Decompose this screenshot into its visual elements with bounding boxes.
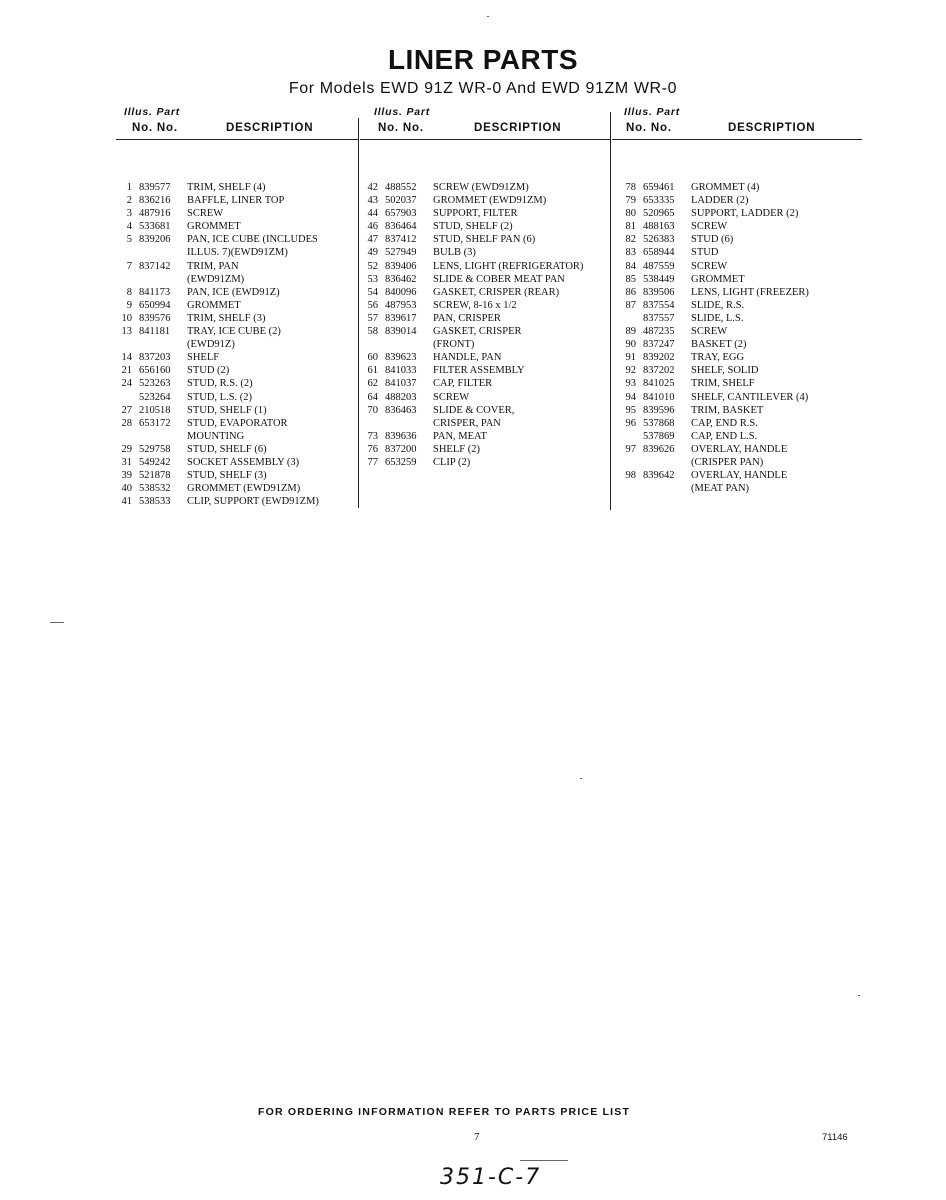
part-number: 538533 — [139, 496, 171, 508]
handwritten-note: 351-C-7 — [440, 1165, 542, 1190]
part-description: SCREW, 8-16 x 1/2 — [433, 299, 517, 311]
illus-number: 8 — [126, 286, 132, 298]
part-number: 839626 — [643, 443, 675, 455]
part-description: TRIM, PAN — [187, 260, 239, 272]
part-description: SOCKET ASSEMBLY (3) — [187, 456, 300, 468]
illus-number: 54 — [367, 286, 378, 298]
part-number: 653172 — [139, 417, 171, 429]
part-description: GROMMET — [187, 221, 241, 233]
part-row — [620, 443, 860, 456]
part-description: SCREW — [691, 326, 728, 338]
part-description: GASKET, CRISPER — [433, 326, 522, 338]
part-number: 836464 — [385, 221, 417, 233]
part-number: 836463 — [385, 404, 417, 416]
part-description: SLIDE, R.S. — [691, 299, 745, 311]
scan-speck — [520, 1160, 568, 1161]
illus-number: 85 — [625, 273, 636, 285]
illus-number: 95 — [625, 404, 636, 416]
part-row — [362, 377, 608, 390]
part-description: (CRISPER PAN) — [691, 456, 764, 468]
part-row — [362, 181, 608, 194]
part-row — [116, 377, 354, 390]
illus-number: 60 — [367, 352, 378, 364]
part-description: SCREW (EWD91ZM) — [433, 182, 529, 193]
part-description: STUD — [691, 247, 719, 259]
illus-number: 78 — [625, 182, 636, 193]
part-description: PAN, CRISPER — [433, 312, 501, 324]
part-description: SHELF (2) — [433, 443, 480, 455]
part-number: 488163 — [643, 221, 675, 233]
part-description: STUD, L.S. (2) — [187, 391, 253, 403]
illus-number: 31 — [121, 456, 132, 468]
illus-number: 56 — [367, 299, 378, 311]
illus-number: 47 — [367, 234, 378, 246]
part-description: TRAY, ICE CUBE (2) — [187, 326, 281, 338]
part-row — [362, 207, 608, 220]
part-number: 523264 — [139, 391, 171, 403]
model-subtitle: For Models EWD 91Z WR-0 And EWD 91ZM WR-0 — [288, 80, 678, 97]
part-number: 841010 — [643, 391, 675, 403]
part-row — [116, 351, 354, 364]
part-row — [620, 482, 860, 495]
illus-number: 83 — [625, 247, 636, 259]
part-number: 841037 — [385, 378, 417, 390]
illus-number: 24 — [121, 378, 132, 390]
part-description: SUPPORT, LADDER (2) — [691, 208, 799, 220]
illus-number: 46 — [367, 221, 378, 233]
part-description: LENS, LIGHT (REFRIGERATOR) — [433, 260, 584, 272]
part-description: PAN, ICE CUBE (INCLUDES — [187, 234, 318, 246]
col3-header-no-no: No. No. — [626, 122, 672, 134]
part-row — [362, 338, 608, 351]
part-row — [620, 430, 860, 443]
col2-header-illus-part: Illus. Part — [374, 106, 431, 118]
part-row — [116, 246, 354, 259]
illus-number: 89 — [625, 326, 636, 338]
part-description: SUPPORT, FILTER — [433, 208, 518, 220]
part-row — [620, 364, 860, 377]
part-number: 538449 — [643, 273, 675, 285]
part-row — [620, 404, 860, 417]
part-number: 527949 — [385, 247, 417, 259]
part-description: MOUNTING — [187, 430, 245, 442]
part-number: 502037 — [385, 195, 417, 207]
part-number: 837142 — [139, 260, 171, 272]
part-number: 837554 — [643, 299, 675, 311]
part-description: SCREW — [187, 208, 224, 220]
part-row — [620, 260, 860, 273]
part-row — [362, 443, 608, 456]
part-row — [116, 456, 354, 469]
part-number: 841173 — [139, 286, 171, 298]
illus-number: 10 — [121, 312, 132, 324]
column-divider-2 — [610, 112, 611, 510]
part-number: 839506 — [643, 286, 675, 298]
header-rule-3 — [612, 139, 862, 140]
illus-number: 81 — [625, 221, 636, 233]
scan-speck — [487, 16, 489, 17]
part-description: SHELF, CANTILEVER (4) — [691, 391, 809, 403]
part-description: GROMMET (4) — [691, 182, 760, 193]
illus-number: 91 — [625, 352, 636, 364]
part-description: SHELF, SOLID — [691, 365, 759, 377]
part-number: 839406 — [385, 260, 417, 272]
page-number: 7 — [474, 1131, 480, 1143]
part-row — [620, 312, 860, 325]
part-number: 837202 — [643, 365, 675, 377]
part-row — [116, 299, 354, 312]
parts-column-1 — [116, 181, 354, 508]
scan-speck — [580, 778, 582, 779]
part-description: STUD, SHELF PAN (6) — [433, 234, 536, 246]
part-row — [620, 286, 860, 299]
part-number: 841181 — [139, 326, 171, 338]
part-description: SCREW — [691, 221, 728, 233]
part-row — [620, 194, 860, 207]
illus-number: 64 — [367, 391, 378, 403]
illus-number: 82 — [625, 234, 636, 246]
illus-number: 86 — [625, 286, 636, 298]
part-row — [362, 430, 608, 443]
illus-number: 93 — [625, 378, 636, 390]
col2-header-no-no: No. No. — [378, 122, 424, 134]
part-number: 841025 — [643, 378, 675, 390]
illus-number: 57 — [367, 312, 378, 324]
part-number: 656160 — [139, 365, 171, 377]
part-number: 487916 — [139, 208, 171, 220]
part-number: 839623 — [385, 352, 417, 364]
part-number: 488552 — [385, 182, 417, 193]
illus-number: 90 — [625, 339, 636, 351]
col2-header-description: DESCRIPTION — [474, 122, 562, 134]
part-description: GROMMET (EWD91ZM) — [433, 195, 547, 207]
part-number: 538532 — [139, 483, 171, 495]
part-row — [620, 246, 860, 259]
illus-number: 98 — [625, 470, 636, 482]
illus-number: 49 — [367, 247, 378, 259]
part-row — [116, 404, 354, 417]
illus-number: 7 — [126, 260, 132, 272]
part-row — [116, 430, 354, 443]
illus-number: 40 — [121, 483, 132, 495]
part-number: 650994 — [139, 299, 171, 311]
part-number: 487559 — [643, 260, 675, 272]
part-row — [620, 181, 860, 194]
col1-header-illus-part: Illus. Part — [124, 106, 181, 118]
illus-number: 44 — [367, 208, 378, 220]
part-row — [362, 194, 608, 207]
part-row — [116, 181, 354, 194]
illus-number: 73 — [367, 430, 378, 442]
part-row — [362, 456, 608, 469]
illus-number: 14 — [121, 352, 132, 364]
part-row — [362, 351, 608, 364]
illus-number: 92 — [625, 365, 636, 377]
part-description: OVERLAY, HANDLE — [691, 443, 788, 455]
part-number: 488203 — [385, 391, 417, 403]
part-row — [362, 286, 608, 299]
part-number: 836216 — [139, 195, 171, 207]
part-description: STUD, SHELF (2) — [433, 221, 513, 233]
part-row — [362, 364, 608, 377]
part-row — [362, 273, 608, 286]
part-row — [620, 220, 860, 233]
illus-number: 97 — [625, 443, 636, 455]
part-row — [116, 220, 354, 233]
part-number: 839636 — [385, 430, 417, 442]
part-number: 837200 — [385, 443, 417, 455]
part-row — [362, 233, 608, 246]
header-rule-1 — [116, 139, 358, 140]
part-row — [116, 286, 354, 299]
illus-number: 3 — [126, 208, 132, 220]
part-row — [620, 377, 860, 390]
illus-number: 9 — [126, 299, 132, 311]
part-row — [620, 338, 860, 351]
part-number: 839202 — [643, 352, 675, 364]
header-rule-2 — [360, 139, 610, 140]
part-number: 487953 — [385, 299, 417, 311]
part-description: GROMMET — [187, 299, 241, 311]
parts-column-2 — [362, 181, 608, 469]
illus-number: 5 — [126, 234, 132, 246]
part-row — [116, 233, 354, 246]
part-description: STUD (6) — [691, 234, 734, 246]
part-row — [116, 417, 354, 430]
illus-number: 27 — [121, 404, 132, 416]
part-description: GASKET, CRISPER (REAR) — [433, 286, 560, 298]
column-divider-1 — [358, 118, 359, 508]
part-number: 521878 — [139, 470, 171, 482]
page-title: LINER PARTS — [387, 44, 579, 75]
part-description: STUD, SHELF (1) — [187, 404, 267, 416]
part-number: 837557 — [643, 312, 675, 324]
part-description: STUD, SHELF (3) — [187, 470, 267, 482]
col3-header-illus-part: Illus. Part — [624, 106, 681, 118]
part-description: (FRONT) — [433, 339, 475, 351]
part-description: (MEAT PAN) — [691, 483, 750, 495]
part-description: TRIM, BASKET — [691, 404, 764, 416]
part-description: LENS, LIGHT (FREEZER) — [691, 286, 809, 298]
part-row — [620, 233, 860, 246]
part-row — [620, 469, 860, 482]
part-row — [362, 312, 608, 325]
part-description: BAFFLE, LINER TOP — [187, 195, 285, 207]
part-number: 520965 — [643, 208, 675, 220]
part-description: SLIDE & COVER, — [433, 404, 515, 416]
part-description: OVERLAY, HANDLE — [691, 470, 788, 482]
illus-number: 76 — [367, 443, 378, 455]
part-row — [116, 443, 354, 456]
illus-number: 80 — [625, 208, 636, 220]
part-row — [116, 364, 354, 377]
part-description: PAN, MEAT — [433, 430, 487, 442]
part-row — [620, 417, 860, 430]
part-description: TRIM, SHELF (3) — [187, 312, 266, 324]
illus-number: 53 — [367, 273, 378, 285]
illus-number: 28 — [121, 417, 132, 429]
part-description: CAP, FILTER — [433, 378, 493, 390]
part-number: 659461 — [643, 182, 675, 193]
part-number: 839206 — [139, 234, 171, 246]
parts-column-3 — [620, 181, 860, 495]
part-description: CLIP (2) — [433, 456, 471, 468]
part-number: 549242 — [139, 456, 171, 468]
illus-number: 84 — [625, 260, 636, 272]
part-row — [116, 482, 354, 495]
illus-number: 94 — [625, 391, 636, 403]
illus-number: 4 — [126, 221, 132, 233]
col3-header-description: DESCRIPTION — [728, 122, 816, 134]
part-row — [620, 207, 860, 220]
part-number: 839642 — [643, 470, 675, 482]
illus-number: 21 — [121, 365, 132, 377]
part-row — [362, 404, 608, 417]
part-description: LADDER (2) — [691, 195, 749, 207]
part-row — [362, 417, 608, 430]
part-row — [620, 299, 860, 312]
part-row — [116, 260, 354, 273]
part-row — [362, 220, 608, 233]
part-number: 839596 — [643, 404, 675, 416]
illus-number: 41 — [121, 496, 132, 508]
part-row — [620, 325, 860, 338]
illus-number: 96 — [625, 417, 636, 429]
part-number: 657903 — [385, 208, 417, 220]
part-description: SLIDE & COBER MEAT PAN — [433, 273, 565, 285]
part-number: 837247 — [643, 339, 675, 351]
part-description: PAN, ICE (EWD91Z) — [187, 286, 280, 298]
illus-number: 1 — [126, 182, 132, 193]
part-description: (EWD91ZM) — [187, 273, 245, 285]
part-description: TRIM, SHELF (4) — [187, 182, 266, 193]
part-description: SHELF — [187, 352, 220, 364]
illus-number: 29 — [121, 443, 132, 455]
part-row — [116, 273, 354, 286]
part-description: CAP, END L.S. — [691, 430, 758, 442]
illus-number: 87 — [625, 299, 636, 311]
part-description: TRAY, EGG — [691, 352, 745, 364]
illus-number: 58 — [367, 326, 378, 338]
part-row — [620, 351, 860, 364]
part-description: TRIM, SHELF — [691, 378, 755, 390]
col1-header-no-no: No. No. — [132, 122, 178, 134]
part-row — [116, 338, 354, 351]
part-row — [116, 469, 354, 482]
part-description: STUD, SHELF (6) — [187, 443, 267, 455]
illus-number: 2 — [126, 195, 132, 207]
part-number: 836462 — [385, 273, 417, 285]
part-description: GROMMET (EWD91ZM) — [187, 483, 301, 495]
part-number: 523263 — [139, 378, 171, 390]
part-row — [116, 325, 354, 338]
part-number: 487235 — [643, 326, 675, 338]
illus-number: 13 — [121, 326, 132, 338]
part-number: 839617 — [385, 312, 417, 324]
part-number: 533681 — [139, 221, 171, 233]
part-number: 537869 — [643, 430, 675, 442]
part-row — [116, 495, 354, 508]
part-row — [362, 246, 608, 259]
part-number: 653335 — [643, 195, 675, 207]
part-description: CRISPER, PAN — [433, 417, 501, 429]
part-description: STUD, EVAPORATOR — [187, 417, 288, 429]
ordering-info-footer: FOR ORDERING INFORMATION REFER TO PARTS PRICE LIST — [258, 1106, 631, 1118]
part-description: SLIDE, L.S. — [691, 312, 744, 324]
part-row — [362, 325, 608, 338]
part-description: HANDLE, PAN — [433, 352, 502, 364]
col1-header-description: DESCRIPTION — [226, 122, 314, 134]
part-row — [116, 391, 354, 404]
illus-number: 42 — [367, 182, 378, 193]
part-number: 839577 — [139, 182, 171, 193]
part-description: CLIP, SUPPORT (EWD91ZM) — [187, 496, 319, 508]
part-number: 210518 — [139, 404, 171, 416]
part-number: 653259 — [385, 456, 417, 468]
part-number: 537868 — [643, 417, 675, 429]
part-description: CAP, END R.S. — [691, 417, 758, 429]
part-description: (EWD91Z) — [187, 339, 235, 351]
scan-speck — [858, 995, 860, 996]
part-number: 658944 — [643, 247, 675, 259]
part-number: 840096 — [385, 286, 417, 298]
part-row — [116, 312, 354, 325]
part-number: 837203 — [139, 352, 171, 364]
part-row — [362, 391, 608, 404]
document-code: 71146 — [822, 1132, 848, 1143]
part-description: SCREW — [433, 391, 470, 403]
part-row — [620, 456, 860, 469]
part-number: 839576 — [139, 312, 171, 324]
part-number: 526383 — [643, 234, 675, 246]
illus-number: 77 — [367, 456, 378, 468]
part-description: FILTER ASSEMBLY — [433, 365, 525, 377]
part-description: BASKET (2) — [691, 339, 747, 351]
part-row — [620, 391, 860, 404]
part-description: STUD, R.S. (2) — [187, 378, 253, 390]
part-description: GROMMET — [691, 273, 745, 285]
part-number: 529758 — [139, 443, 171, 455]
illus-number: 62 — [367, 378, 378, 390]
part-number: 837412 — [385, 234, 417, 246]
part-row — [116, 207, 354, 220]
illus-number: 61 — [367, 365, 378, 377]
illus-number: 70 — [367, 404, 378, 416]
part-description: SCREW — [691, 260, 728, 272]
part-number: 839014 — [385, 326, 417, 338]
part-description: STUD (2) — [187, 365, 230, 377]
part-row — [362, 260, 608, 273]
part-row — [116, 194, 354, 207]
part-row — [362, 299, 608, 312]
illus-number: 43 — [367, 195, 378, 207]
scan-speck — [50, 622, 64, 623]
part-number: 841033 — [385, 365, 417, 377]
illus-number: 79 — [625, 195, 636, 207]
illus-number: 39 — [121, 470, 132, 482]
part-row — [620, 273, 860, 286]
part-description: ILLUS. 7)(EWD91ZM) — [187, 247, 288, 259]
part-description: BULB (3) — [433, 247, 476, 259]
illus-number: 52 — [367, 260, 378, 272]
